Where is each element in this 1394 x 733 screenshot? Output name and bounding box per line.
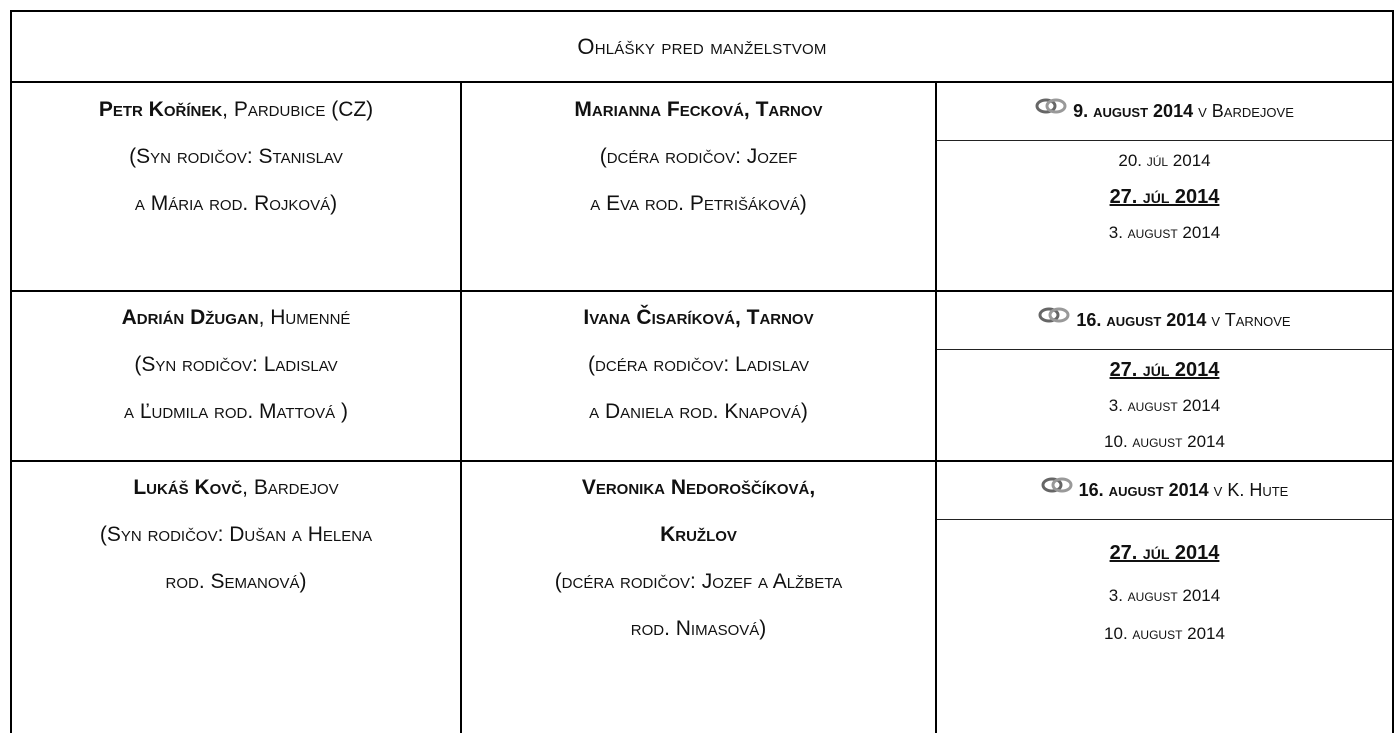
- bride-parents-cont: rod. Nimasová): [630, 617, 767, 640]
- announcement-date-current: 27. júl 2014: [1109, 542, 1220, 564]
- bride-parents-cont: a Daniela rod. Knapová): [589, 400, 808, 423]
- wedding-info: [937, 462, 1392, 519]
- groom-parents: (Syn rodičov: Dušan a Helena: [99, 523, 373, 546]
- announcement-dates: [937, 528, 1392, 654]
- bride-parents: (dcéra rodičov: Jozef a Alžbeta: [554, 570, 843, 593]
- cell-divider: [937, 349, 1392, 350]
- groom-place: , Humenné: [258, 306, 351, 329]
- cell-divider: [937, 519, 1392, 520]
- announcements-table: [10, 10, 1394, 733]
- wedding-rings-icon: [1038, 305, 1070, 325]
- announcement-date: 3. august 2014: [1108, 223, 1221, 242]
- groom-name: Lukáš Kovč: [133, 476, 243, 499]
- groom-place: , Bardejov: [242, 476, 339, 499]
- wedding-place: v Bardejove: [1198, 101, 1294, 121]
- groom-parents-cont: a Mária rod. Rojková): [134, 192, 338, 215]
- bride-parents: (dcéra rodičov: Jozef: [599, 145, 798, 168]
- groom-cell: [12, 86, 460, 227]
- bride-cell: [462, 294, 935, 435]
- bride-cell: [462, 86, 935, 227]
- wedding-date: 9. august 2014: [1073, 101, 1194, 121]
- groom-parents-cont: a Ľudmila rod. Mattová ): [124, 400, 348, 423]
- announcement-date-current: 27. júl 2014: [1109, 359, 1220, 381]
- announcement-dates: [937, 352, 1392, 460]
- groom-place: , Pardubice (CZ): [222, 98, 374, 121]
- bride-name: Ivana Čisaríková, Tarnov: [583, 306, 814, 329]
- groom-cell: [12, 464, 460, 605]
- groom-parents-cont: rod. Semanová): [165, 570, 307, 593]
- groom-parents: (Syn rodičov: Ladislav: [134, 353, 338, 376]
- wedding-info: [937, 83, 1392, 140]
- announcement-date: 10. august 2014: [1104, 624, 1225, 643]
- page-title: Ohlášky pred manželstvom: [577, 33, 827, 59]
- announcement-dates: [937, 143, 1392, 251]
- groom-name: Petr Kořínek: [98, 98, 223, 121]
- wedding-date: 16. august 2014: [1076, 310, 1207, 330]
- bride-cell: [462, 464, 935, 652]
- bride-name: Veronika Nedoroščíková,: [581, 476, 816, 499]
- wedding-rings-icon: [1041, 475, 1073, 495]
- bride-name-cont: Kružlov: [660, 523, 737, 546]
- groom-name: Adrián Džugan: [121, 306, 259, 329]
- bride-parents: (dcéra rodičov: Ladislav: [588, 353, 809, 376]
- announcement-date: 3. august 2014: [1108, 396, 1221, 415]
- bride-parents-cont: a Eva rod. Petrišáková): [590, 192, 807, 215]
- announcement-date: 20. júl 2014: [1118, 151, 1211, 170]
- groom-cell: [12, 294, 460, 435]
- announcement-date-current: 27. júl 2014: [1109, 186, 1220, 208]
- cell-divider: [937, 140, 1392, 141]
- announcement-date: 10. august 2014: [1104, 432, 1225, 451]
- wedding-date: 16. august 2014: [1078, 480, 1209, 500]
- wedding-place: v K. Hute: [1213, 480, 1289, 500]
- groom-parents: (Syn rodičov: Stanislav: [129, 145, 343, 168]
- wedding-place: v Tarnove: [1211, 310, 1291, 330]
- wedding-rings-icon: [1035, 96, 1067, 116]
- announcement-date: 3. august 2014: [1108, 586, 1221, 605]
- wedding-info: [937, 292, 1392, 349]
- bride-name: Marianna Fecková, Tarnov: [574, 98, 823, 121]
